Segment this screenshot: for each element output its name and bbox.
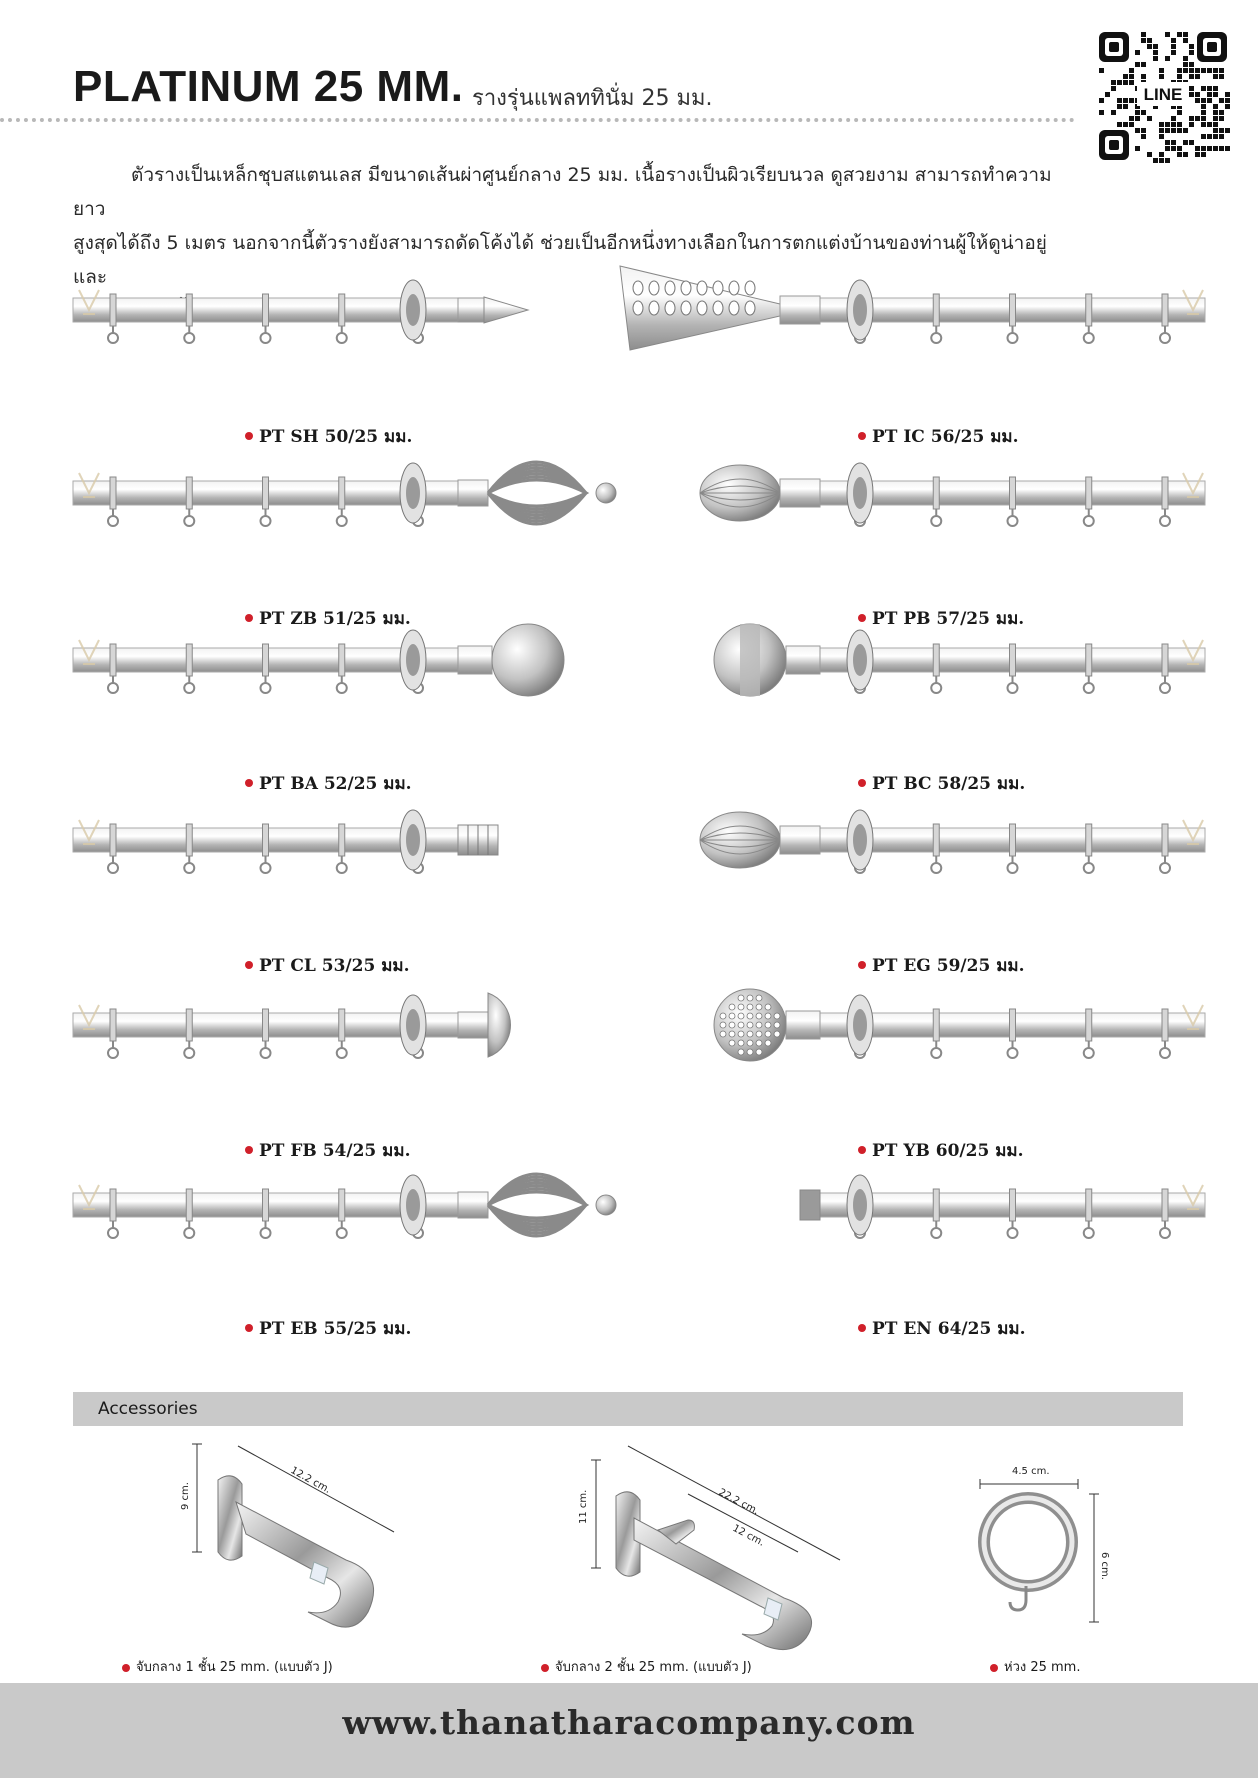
ball-finial-icon: [458, 624, 564, 696]
product-code: PT IC 56/25 มม.: [872, 427, 1019, 447]
curtain-ring-icon: [261, 824, 271, 873]
curtain-ring-icon: [337, 477, 347, 526]
product-pt-fb[interactable]: [73, 970, 608, 1120]
twisted-cage-finial-icon: [458, 462, 616, 524]
curtain-ring-icon: [1008, 1189, 1018, 1238]
website-link[interactable]: www.thanatharacompany.com: [342, 1703, 916, 1742]
curtain-ring-icon: [1084, 1009, 1094, 1058]
curtain-ring-icon: [1084, 824, 1094, 873]
curtain-ring-icon: [1008, 294, 1018, 343]
product-code: PT PB 57/25 มม.: [872, 609, 1025, 629]
curtain-ring-icon: [1160, 1009, 1170, 1058]
wall-bracket-icon: [847, 1175, 873, 1235]
curtain-ring-icon: [931, 1009, 941, 1058]
product-code: PT BA 52/25 มม.: [259, 774, 412, 794]
accessory-caption-1: จับกลาง 1 ชั้น 25 mm. (แบบตัว J): [122, 1656, 333, 1677]
curtain-ring-icon: [337, 644, 347, 693]
wall-bracket-icon: [400, 995, 426, 1055]
product-pt-pb[interactable]: [670, 438, 1205, 588]
bracket2-inner-dim: 12 cm.: [730, 1522, 767, 1549]
product-code: PT EN 64/25 มม.: [872, 1319, 1026, 1339]
curtain-ring-icon: [184, 644, 194, 693]
ring-height-dim: 6 cm.: [1099, 1552, 1110, 1580]
product-code: PT EG 59/25 มม.: [872, 956, 1025, 976]
curtain-ring-icon: [108, 824, 118, 873]
perforated-cone-finial-icon: [620, 266, 820, 350]
product-pt-bc[interactable]: [670, 605, 1205, 755]
curtain-ring-icon: [108, 644, 118, 693]
product-pt-cl[interactable]: [73, 785, 608, 935]
banded-ball-finial-icon: [714, 624, 820, 696]
curtain-ring-icon: [261, 644, 271, 693]
curtain-ring-icon: [1084, 644, 1094, 693]
bracket1-height-dim: 9 cm.: [180, 1482, 191, 1510]
wall-bracket-icon: [847, 630, 873, 690]
product-code: PT BC 58/25 มม.: [872, 774, 1026, 794]
curtain-ring-icon: [108, 294, 118, 343]
product-code: PT FB 54/25 มม.: [259, 1141, 411, 1161]
spear-finial-icon: [458, 297, 528, 323]
product-pt-eg[interactable]: [670, 785, 1205, 935]
accessory-ring[interactable]: [960, 1462, 1120, 1642]
bullet-dot-icon: [122, 1664, 130, 1672]
qr-line-label: LINE: [1143, 85, 1183, 104]
accessory-double-bracket[interactable]: [578, 1438, 868, 1648]
wall-bracket-icon: [847, 463, 873, 523]
product-pt-yb[interactable]: [670, 970, 1205, 1120]
title-divider: [0, 118, 1075, 122]
curtain-ring-icon: [1084, 294, 1094, 343]
curtain-ring-icon: [337, 1189, 347, 1238]
ribbed-cap-finial-icon: [458, 825, 498, 855]
accessory-caption-3: ห่วง 25 mm.: [990, 1656, 1080, 1677]
curtain-ring-icon: [184, 477, 194, 526]
product-pt-eb[interactable]: [73, 1150, 608, 1300]
bullet-dot-icon: [245, 1324, 253, 1332]
bullet-dot-icon: [858, 1324, 866, 1332]
curtain-ring-icon: [1084, 1189, 1094, 1238]
curtain-ring-icon: [337, 1009, 347, 1058]
wall-bracket-icon: [400, 463, 426, 523]
curtain-ring-icon: [108, 477, 118, 526]
product-pt-ba[interactable]: [73, 605, 608, 755]
intro-line-1: ตัวรางเป็นเหล็กชุบสแตนเลส มีขนาดเส้นผ่าศูนย์กลาง 25 มม. เนื้อรางเป็นผิวเรียบนวล ดูสวยงาม สามารถทำความยาว: [73, 164, 1052, 220]
fluted-egg-finial-icon: [700, 812, 820, 868]
curtain-ring-icon: [931, 477, 941, 526]
curtain-ring-icon: [1160, 824, 1170, 873]
wall-bracket-icon: [400, 280, 426, 340]
curtain-ring-icon: [1084, 477, 1094, 526]
product-pt-ic[interactable]: [670, 255, 1205, 405]
accessory-caption-2: จับกลาง 2 ชั้น 25 mm. (แบบตัว J): [541, 1656, 752, 1677]
curtain-ring-icon: [931, 644, 941, 693]
footer-bar: [0, 1683, 1258, 1778]
curtain-ring-icon: [108, 1009, 118, 1058]
curtain-ring-icon: [931, 824, 941, 873]
product-code: PT YB 60/25 มม.: [872, 1141, 1024, 1161]
curtain-ring-icon: [261, 477, 271, 526]
curtain-ring-icon: [931, 1189, 941, 1238]
curtain-ring-icon: [1160, 644, 1170, 693]
product-pt-en[interactable]: [670, 1150, 1205, 1300]
page-subtitle: รางรุ่นแพลททินั่ม 25 มม.: [472, 86, 713, 111]
bracket1-length-dim: 12.2 cm.: [288, 1465, 333, 1496]
curtain-ring-icon: [337, 294, 347, 343]
page-title: PLATINUM 25 MM.: [73, 62, 464, 111]
curtain-ring-icon: [261, 294, 271, 343]
wall-bracket-icon: [847, 810, 873, 870]
product-code: PT EB 55/25 มม.: [259, 1319, 412, 1339]
wall-bracket-icon: [400, 810, 426, 870]
curtain-ring-icon: [1160, 294, 1170, 343]
curtain-ring-icon: [184, 1189, 194, 1238]
bullet-dot-icon: [990, 1664, 998, 1672]
curtain-ring-icon: [1160, 1189, 1170, 1238]
curtain-ring-icon: [184, 1009, 194, 1058]
curtain-ring-icon: [184, 824, 194, 873]
product-code: PT SH 50/25 มม.: [259, 427, 413, 447]
curtain-ring-icon: [261, 1009, 271, 1058]
bullet-dot-icon: [858, 961, 866, 969]
product-pt-sh[interactable]: [73, 255, 608, 405]
curtain-ring-icon: [108, 1189, 118, 1238]
accessories-header: [73, 1392, 1183, 1426]
curtain-ring-icon: [1008, 644, 1018, 693]
product-caption: [858, 1315, 1026, 1342]
bracket2-length-dim: 22.2 cm.: [716, 1486, 761, 1518]
line-qr-code[interactable]: [1097, 30, 1229, 162]
product-code: PT ZB 51/25 มม.: [259, 609, 411, 629]
curtain-ring-icon: [931, 294, 941, 343]
bracket2-height-dim: 11 cm.: [578, 1489, 589, 1524]
product-caption: [245, 1315, 411, 1342]
product-pt-zb[interactable]: [73, 438, 608, 588]
twisted-cage-finial-icon: [458, 1174, 616, 1236]
wall-bracket-icon: [400, 1175, 426, 1235]
bullet-dot-icon: [245, 961, 253, 969]
wall-bracket-icon: [847, 280, 873, 340]
end-cap-finial-icon: [800, 1190, 820, 1220]
wall-bracket-icon: [847, 995, 873, 1055]
accessories-heading: Accessories: [98, 1399, 198, 1419]
curtain-ring-icon: [1160, 477, 1170, 526]
curtain-ring-icon: [184, 294, 194, 343]
intro-line-2: สูงสุดได้ถึง 5 เมตร นอกจากนี้ตัวรางยังสามารถดัดโค้งได้ ช่วยเป็นอีกหนึ่งทางเลือกในการตกแต่งบ้านของท่านผู้ให้ดูน่าอยู่และ: [73, 232, 1047, 288]
curtain-ring-icon: [1008, 477, 1018, 526]
wall-bracket-icon: [400, 630, 426, 690]
ring-width-dim: 4.5 cm.: [1012, 1466, 1050, 1477]
dome-finial-icon: [458, 993, 511, 1057]
bullet-dot-icon: [541, 1664, 549, 1672]
accessory-single-bracket[interactable]: [180, 1432, 420, 1642]
product-code: PT CL 53/25 มม.: [259, 956, 410, 976]
curtain-ring-icon: [261, 1189, 271, 1238]
perforated-ball-finial-icon: [714, 989, 820, 1061]
curtain-ring-icon: [1008, 1009, 1018, 1058]
curtain-ring-icon: [1008, 824, 1018, 873]
crystal-pine-finial-icon: [700, 465, 820, 521]
curtain-ring-icon: [337, 824, 347, 873]
